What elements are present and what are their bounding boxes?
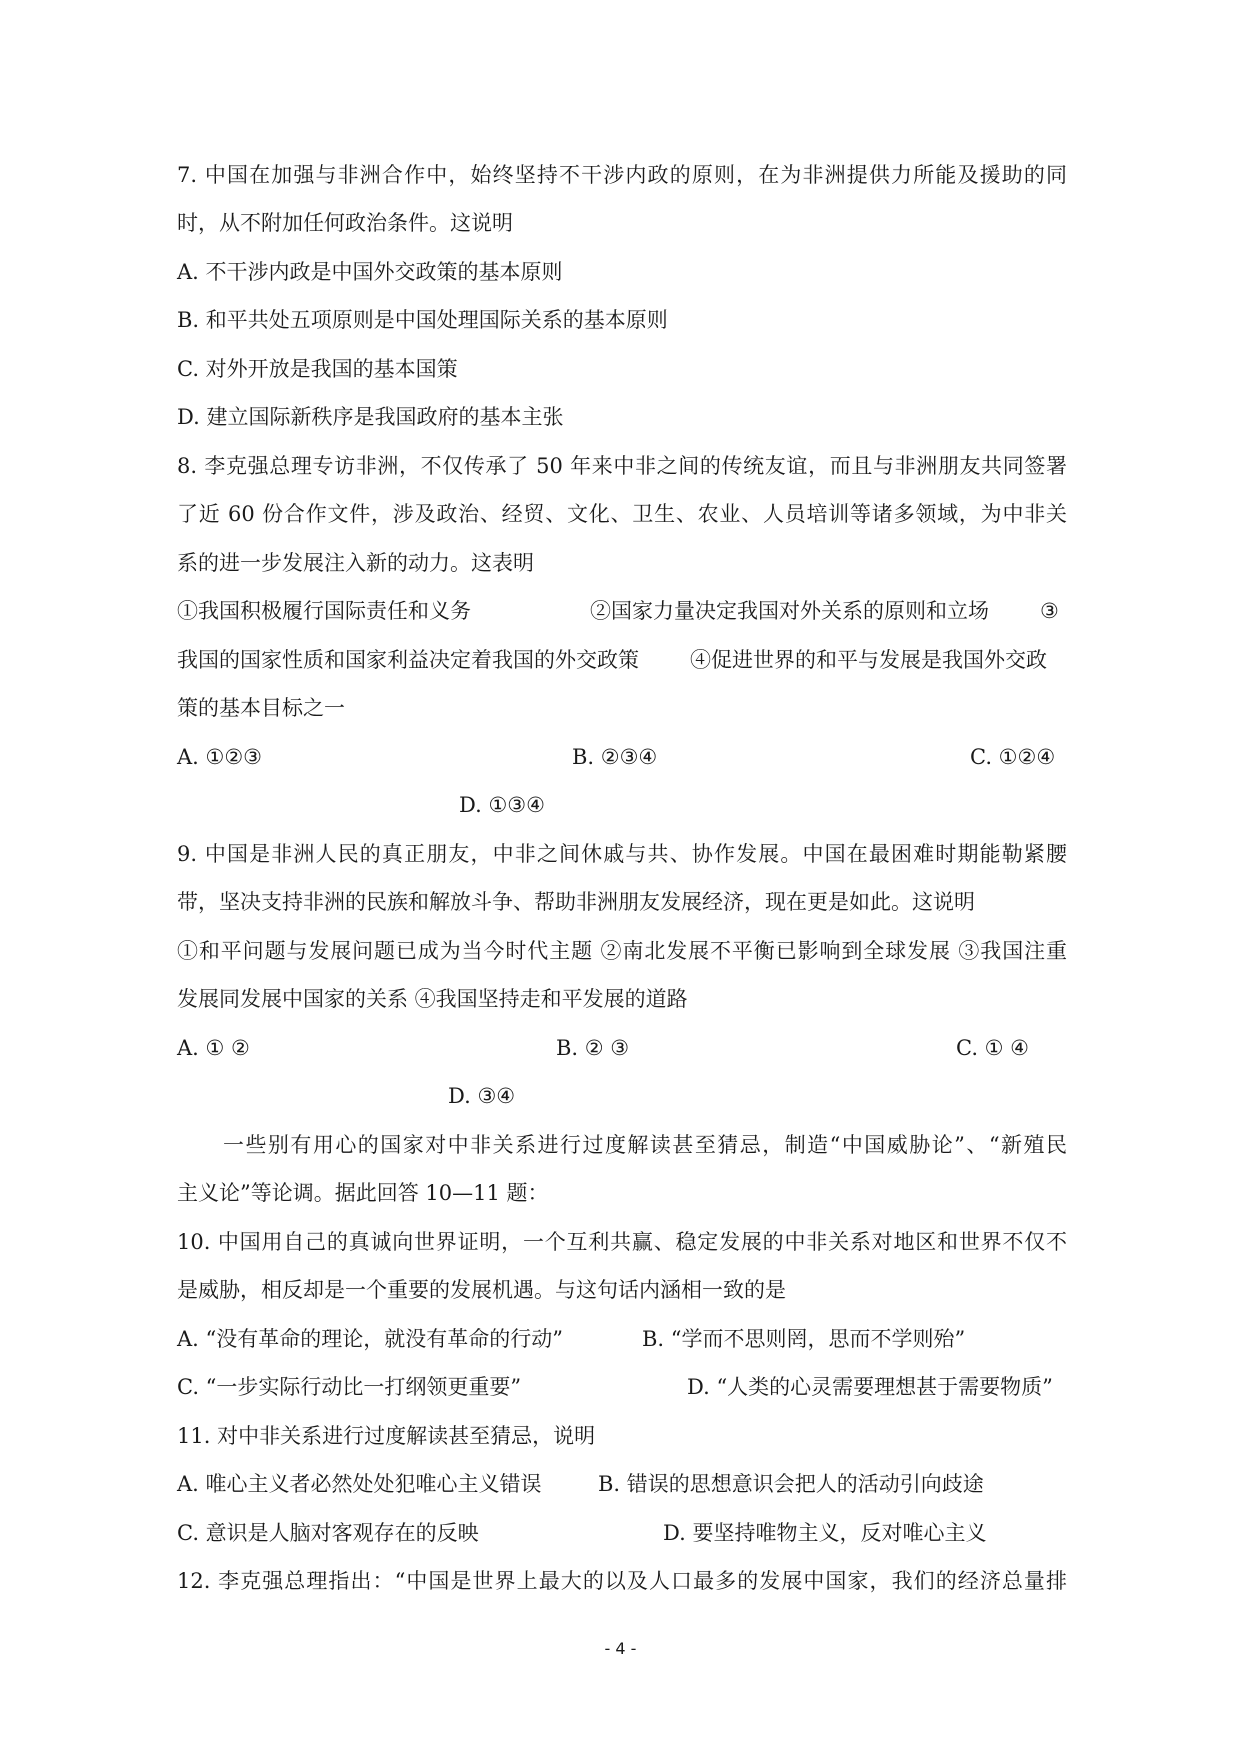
q7-option-b: B. 和平共处五项原则是中国处理国际关系的基本原则 [177,308,668,332]
q9-stem-line2: 带，坚决支持非洲的民族和解放斗争、帮助非洲朋友发展经济，现在更是如此。这说明 [177,890,975,914]
q8-item-1: ①我国积极履行国际责任和义务 [177,599,471,623]
q9-items-line1: ①和平问题与发展问题已成为当今时代主题 ②南北发展不平衡已影响到全球发展 ③我国注重 [177,939,1067,963]
q10-stem-line2: 是威胁，相反却是一个重要的发展机遇。与这句话内涵相一致的是 [177,1278,786,1302]
q11-option-c: C. 意识是人脑对客观存在的反映 [177,1521,479,1545]
q7-option-d: D. 建立国际新秩序是我国政府的基本主张 [177,405,564,429]
q8-option-b: B. ②③④ [572,745,658,769]
q8-option-a: A. ①②③ [177,745,262,769]
q11-option-a: A. 唯心主义者必然处处犯唯心主义错误 [177,1472,542,1496]
q9-option-b: B. ② ③ [556,1036,630,1060]
q10-option-c: C. “一步实际行动比一打纲领更重要” [177,1375,522,1399]
q9-option-c: C. ① ④ [956,1036,1029,1060]
q8-item-4-line2: 策的基本目标之一 [177,696,345,720]
q10-option-b: B. “学而不思则罔，思而不学则殆” [642,1327,966,1351]
q7-option-a: A. 不干涉内政是中国外交政策的基本原则 [177,260,563,284]
q7-option-c: C. 对外开放是我国的基本国策 [177,357,458,381]
q9-option-a: A. ① ② [177,1036,250,1060]
q7-stem-line1: 7. 中国在加强与非洲合作中，始终坚持不干涉内政的原则，在为非洲提供力所能及援助的同 [177,163,1067,187]
q8-option-d: D. ①③④ [459,793,545,817]
page-number: - 4 - [604,1639,637,1658]
q10-option-d: D. “人类的心灵需要理想甚于需要物质” [687,1375,1053,1399]
q11-option-d: D. 要坚持唯物主义，反对唯心主义 [663,1521,987,1545]
q8-stem-line3: 系的进一步发展注入新的动力。这表明 [177,551,534,575]
q7-stem-line2: 时，从不附加任何政治条件。这说明 [177,211,513,235]
intro-line2: 主义论”等论调。据此回答 10—11 题： [177,1181,549,1205]
q9-items-line2: 发展同发展中国家的关系 ④我国坚持走和平发展的道路 [177,987,688,1011]
q10-stem-line1: 10. 中国用自己的真诚向世界证明，一个互利共赢、稳定发展的中非关系对地区和世界不仅不 [177,1230,1067,1254]
q12-stem-line1: 12. 李克强总理指出：“中国是世界上最大的以及人口最多的发展中国家，我们的经济总量排 [177,1569,1067,1593]
q8-stem-line2: 了近 60 份合作文件，涉及政治、经贸、文化、卫生、农业、人员培训等诸多领域，为中非关 [177,502,1067,526]
q9-stem-line1: 9. 中国是非洲人民的真正朋友，中非之间休戚与共、协作发展。中国在最困难时期能勒紧腰 [177,842,1067,866]
q8-option-c: C. ①②④ [970,745,1056,769]
q8-item-3-mark: ③ [1040,599,1059,623]
q9-option-d: D. ③④ [448,1084,516,1108]
q8-item-2: ②国家力量决定我国对外关系的原则和立场 [590,599,989,623]
q8-stem-line1: 8. 李克强总理专访非洲，不仅传承了 50 年来中非之间的传统友谊，而且与非洲朋友共同签署 [177,454,1067,478]
q10-option-a: A. “没有革命的理论，就没有革命的行动” [177,1327,563,1351]
q11-stem: 11. 对中非关系进行过度解读甚至猜忌，说明 [177,1424,596,1448]
q11-option-b: B. 错误的思想意识会把人的活动引向歧途 [598,1472,984,1496]
intro-line1: 一些别有用心的国家对中非关系进行过度解读甚至猜忌，制造“中国威胁论”、“新殖民 [223,1133,1067,1157]
q8-item-4: ④促进世界的和平与发展是我国外交政 [690,648,1047,672]
q8-item-3: 我国的国家性质和国家利益决定着我国的外交政策 [177,648,639,672]
